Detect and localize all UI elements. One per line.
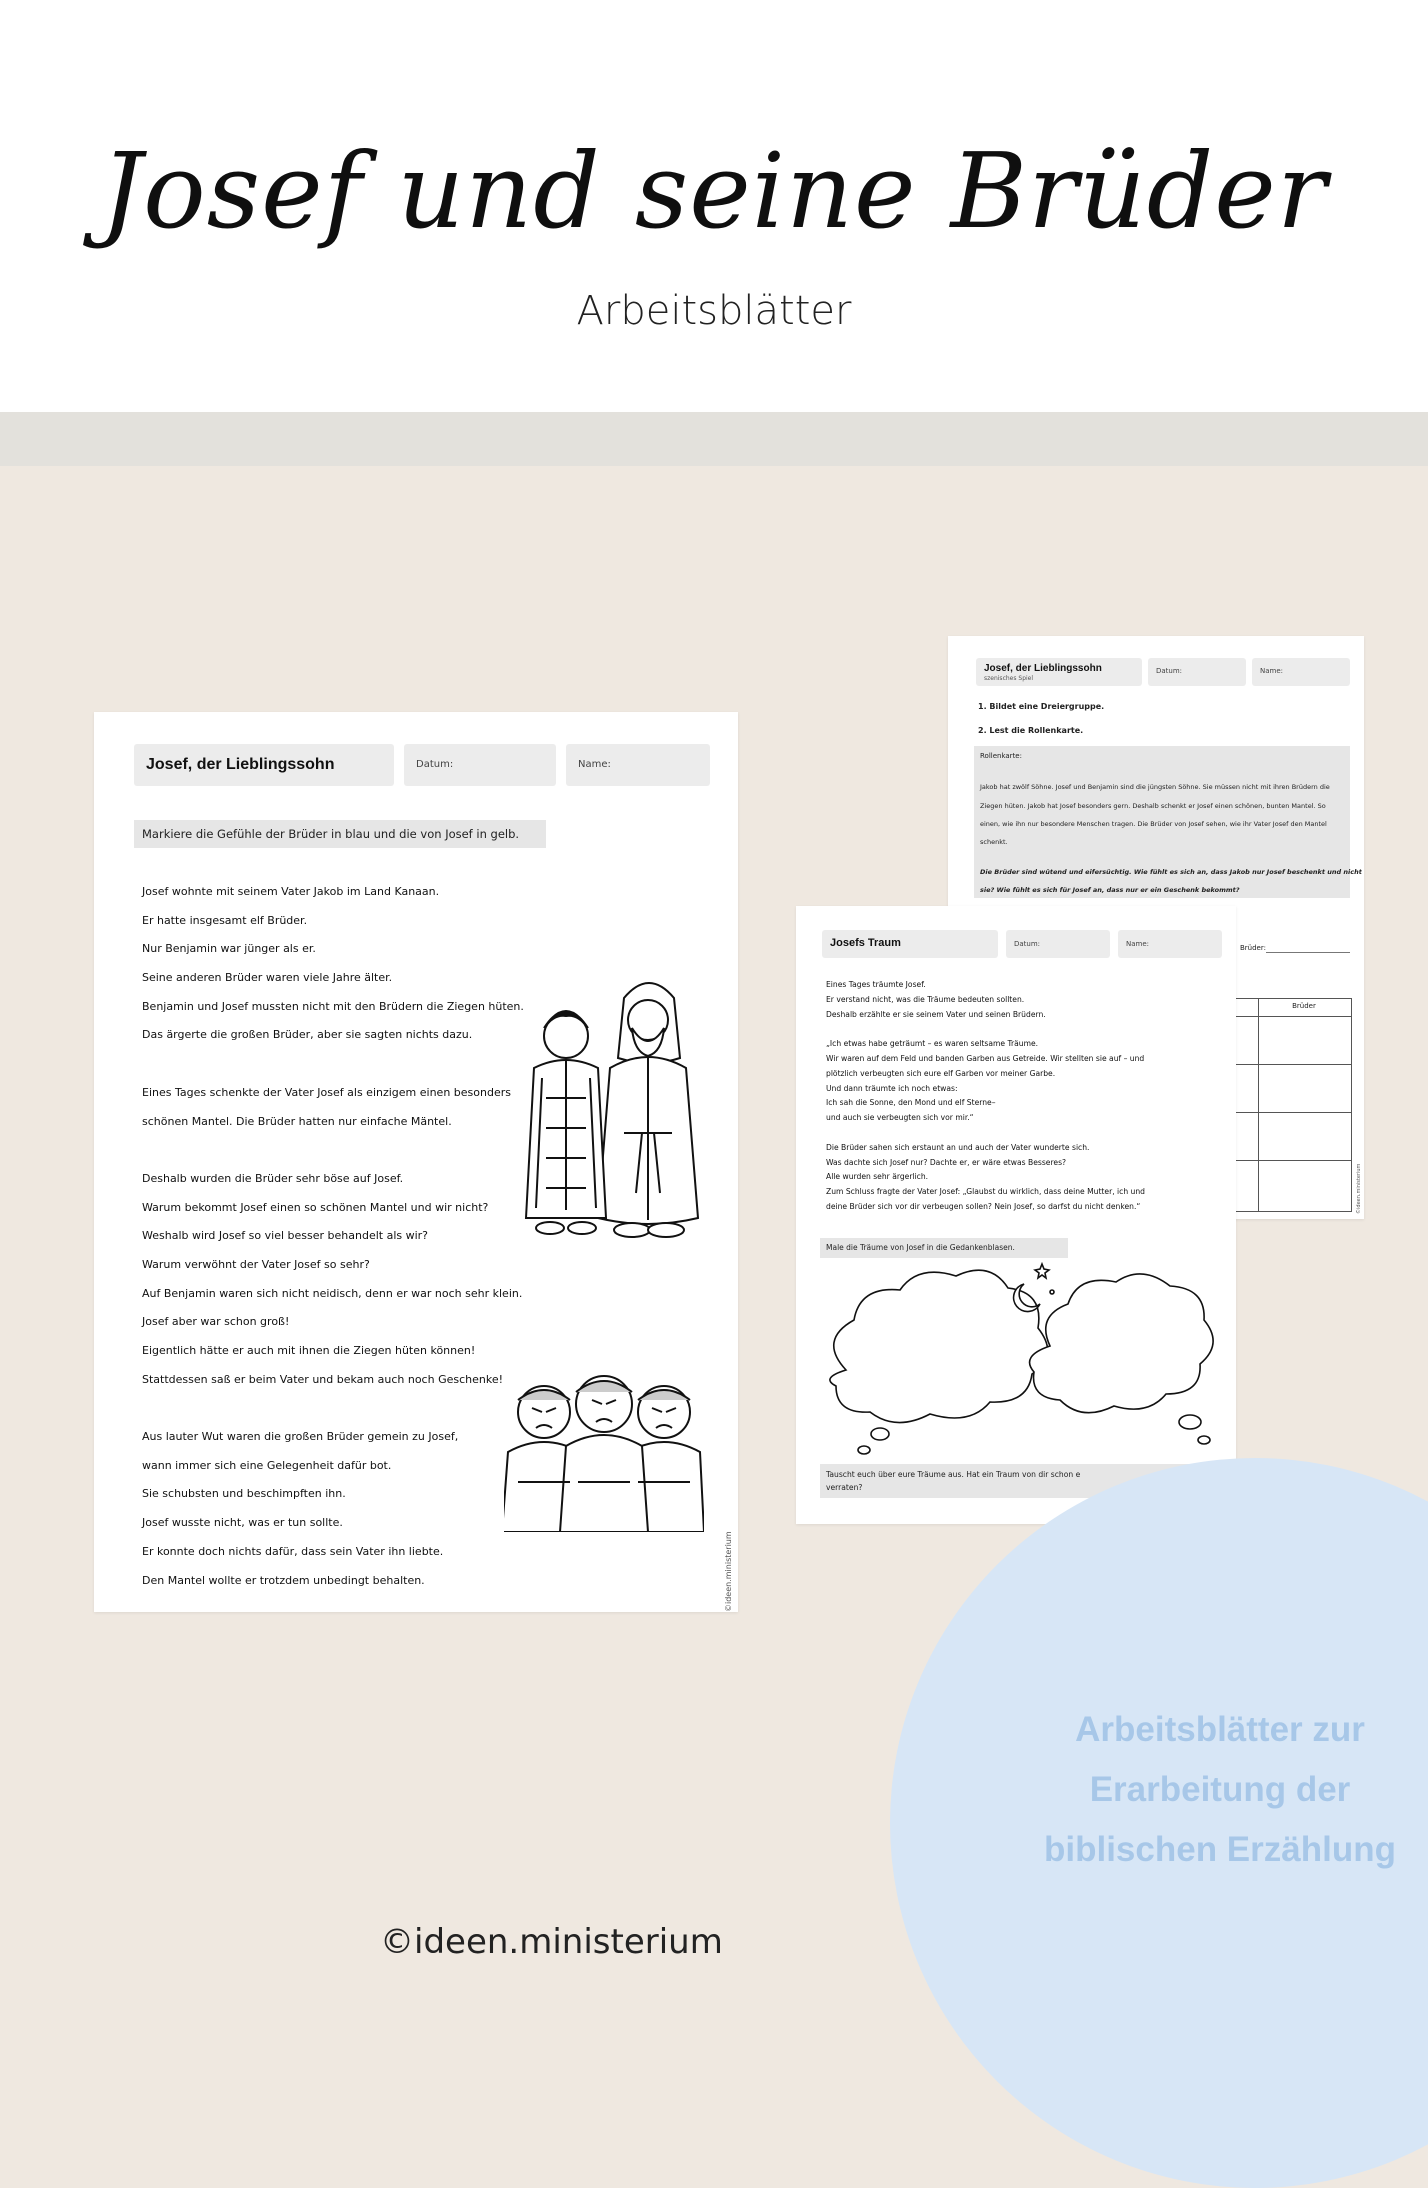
story-line [142, 1136, 524, 1165]
datum-label: Datum: [416, 759, 454, 770]
story-line: Weshalb wird Josef so viel besser behandelt als wir? [142, 1229, 429, 1243]
role-card-title: Rollenkarte: [980, 752, 1022, 760]
datum-field[interactable] [1006, 930, 1110, 958]
callout-line: Arbeitsblätter zur [1075, 1710, 1365, 1749]
divider-band [0, 412, 1428, 466]
table-rule [1218, 1160, 1352, 1161]
story-line: Deshalb wurden die Brüder sehr böse auf Josef. [142, 1171, 404, 1185]
story-line: Wir waren auf dem Feld und banden Garben aus Getreide. Wir stellten sie auf – und [826, 1053, 1145, 1063]
story-line: Das ärgerte die großen Brüder, aber sie sagten nichts dazu. [142, 1028, 473, 1042]
story-line: Was dachte sich Josef nur? Dachte er, er wäre etwas Besseres? [826, 1157, 1067, 1167]
datum-field[interactable] [1148, 658, 1246, 686]
story-line: Warum bekommt Josef einen so schönen Mantel und wir nicht? [142, 1200, 489, 1214]
story-line: Warum verwöhnt der Vater Josef so sehr? [142, 1257, 370, 1271]
sheet-title: Josef, der Lieblingssohn [984, 663, 1102, 674]
sheet-copyright: ©ideen.ministerium [724, 1531, 733, 1612]
callout-line: Erarbeitung der [1089, 1770, 1351, 1809]
story-line: Er verstand nicht, was die Träume bedeuten sollten. [826, 994, 1025, 1004]
sheet-title: Josefs Traum [830, 937, 901, 949]
story-line: Eines Tages träumte Josef. [826, 980, 926, 989]
story-line [142, 1050, 524, 1079]
name-field[interactable] [1252, 658, 1350, 686]
story-line: Josef aber war schon groß! [142, 1315, 290, 1329]
name-field[interactable] [1118, 930, 1222, 958]
role-table [1218, 998, 1352, 1212]
story-line: Deshalb erzählte er sie seinem Vater und seinen Brüdern. [826, 1009, 1046, 1019]
role-card-question: sie? Wie fühlt es sich für Josef an, dass nur er ein Geschenk bekommt? [980, 886, 1240, 894]
angry-brothers-illustration [504, 1342, 704, 1532]
callout-text [990, 1700, 1428, 1880]
story-text [142, 878, 524, 1595]
story-line: Benjamin und Josef mussten nicht mit den Brüdern die Ziegen hüten. [142, 999, 524, 1013]
story-line: Den Mantel wollte er trotzdem unbedingt behalten. [142, 1573, 425, 1587]
instruction-text: Male die Träume von Josef in die Gedankenblasen. [826, 1243, 1015, 1252]
worksheet-lieblingssohn [94, 712, 738, 1612]
sheet-title-box [976, 658, 1142, 686]
story-line: Nur Benjamin war jünger als er. [142, 942, 316, 956]
story-line: wann immer sich eine Gelegenheit dafür bot. [142, 1458, 392, 1472]
story-line: Josef wohnte mit seinem Vater Jakob im Land Kanaan. [142, 885, 440, 898]
table-rule [1218, 1016, 1352, 1017]
role-card-line: einen, wie ihn nur besondere Menschen tragen. Die Brüder von Josef sehen, wie ihr Vater Josef den Mantel [980, 820, 1327, 828]
sheet-title-box [134, 744, 394, 786]
role-card-question: Die Brüder sind wütend und eifersüchtig. Wie fühlt es sich an, dass Jakob nur Josef beschenkt und nicht [980, 868, 1362, 876]
story-line: Und dann träumte ich noch etwas: [826, 1083, 958, 1093]
page-subtitle: Arbeitsblätter [576, 288, 852, 334]
story-line: Auf Benjamin waren sich nicht neidisch, denn er war noch sehr klein. [142, 1286, 523, 1300]
story-line: Er hatte insgesamt elf Brüder. [142, 913, 308, 927]
discussion-text: verraten? [826, 1483, 863, 1492]
story-line: Stattdessen saß er beim Vater und bekam auch noch Geschenke! [142, 1372, 504, 1386]
dream-story-text [826, 978, 1145, 1215]
story-line [142, 1394, 524, 1423]
step-1: 1. Bildet eine Dreiergruppe. [978, 702, 1105, 711]
story-line [826, 1126, 1145, 1141]
story-line [826, 1022, 1145, 1037]
table-rule [1218, 1064, 1352, 1065]
brueder-underline [1266, 952, 1350, 953]
story-line: schönen Mantel. Die Brüder hatten nur einfache Mäntel. [142, 1114, 452, 1128]
story-line: Ich sah die Sonne, den Mond und elf Sterne– [826, 1098, 996, 1108]
father-son-illustration [514, 958, 704, 1248]
story-line: Er konnte doch nichts dafür, dass sein Vater ihn liebte. [142, 1544, 444, 1558]
page-title: Josef und seine Brüder [100, 130, 1328, 252]
discussion-text: Tauscht euch über eure Träume aus. Hat ein Traum von dir schon e [826, 1470, 1081, 1479]
table-header: Brüder [1292, 1002, 1316, 1010]
name-label: Name: [1126, 940, 1150, 948]
datum-label: Datum: [1014, 940, 1041, 948]
role-card-line: Ziegen hüten. Jakob hat Josef besonders gern. Deshalb schenkt er Josef einen schönen, bunten Mantel. So [980, 802, 1326, 810]
story-line: Seine anderen Brüder waren viele Jahre älter. [142, 971, 393, 985]
story-line: Josef wusste nicht, was er tun sollte. [142, 1516, 343, 1530]
story-line: „Ich etwas habe geträumt – es waren seltsame Träume. [826, 1039, 1039, 1049]
name-label: Name: [578, 759, 611, 770]
role-table-divider [1258, 998, 1259, 1212]
datum-field[interactable] [404, 744, 556, 786]
sheet-subtitle: szenisches Spiel [984, 675, 1034, 682]
story-line: und auch sie verbeugten sich vor mir.“ [826, 1113, 974, 1123]
sheet-title-box [822, 930, 998, 958]
instruction-text: Markiere die Gefühle der Brüder in blau und die von Josef in gelb. [142, 827, 520, 841]
sheet-title: Josef, der Lieblingssohn [146, 756, 335, 773]
story-line: deine Brüder sich vor dir verbeugen sollen? Nein Josef, so darfst du nicht denken.“ [826, 1201, 1141, 1211]
datum-label: Datum: [1156, 667, 1183, 675]
table-rule [1218, 1112, 1352, 1113]
footer-copyright: ©ideen.ministerium [380, 1922, 723, 1962]
callout-line: biblischen Erzählung [1044, 1830, 1396, 1869]
story-line: Die Brüder sahen sich erstaunt an und auch der Vater wunderte sich. [826, 1142, 1090, 1152]
name-field[interactable] [566, 744, 710, 786]
story-line: Zum Schluss fragte der Vater Josef: „Glaubst du wirklich, dass deine Mutter, ich und [826, 1187, 1145, 1197]
role-card-line: schenkt. [980, 838, 1008, 846]
thought-bubbles [806, 1262, 1236, 1462]
story-line: Aus lauter Wut waren die großen Brüder gemein zu Josef, [142, 1430, 459, 1444]
step-2: 2. Lest die Rollenkarte. [978, 726, 1084, 735]
brueder-label: Brüder: [1240, 944, 1266, 952]
story-line: Alle wurden sehr ärgerlich. [826, 1172, 929, 1182]
worksheet-josefs-traum [796, 906, 1236, 1524]
sheet-copyright: ©ideen.ministerium [1356, 1163, 1362, 1214]
name-label: Name: [1260, 667, 1284, 675]
story-line: Sie schubsten und beschimpften ihn. [142, 1487, 346, 1501]
story-line: Eigentlich hätte er auch mit ihnen die Ziegen hüten können! [142, 1344, 476, 1357]
story-line: plötzlich verbeugten sich eure elf Garben vor meiner Garbe. [826, 1068, 1056, 1078]
role-card-line: Jakob hat zwölf Söhne. Josef und Benjamin sind die jüngsten Söhne. Sie müssen nicht mit ihren Brüdern die [980, 783, 1330, 791]
story-line: Eines Tages schenkte der Vater Josef als einzigem einen besonders [142, 1085, 511, 1099]
